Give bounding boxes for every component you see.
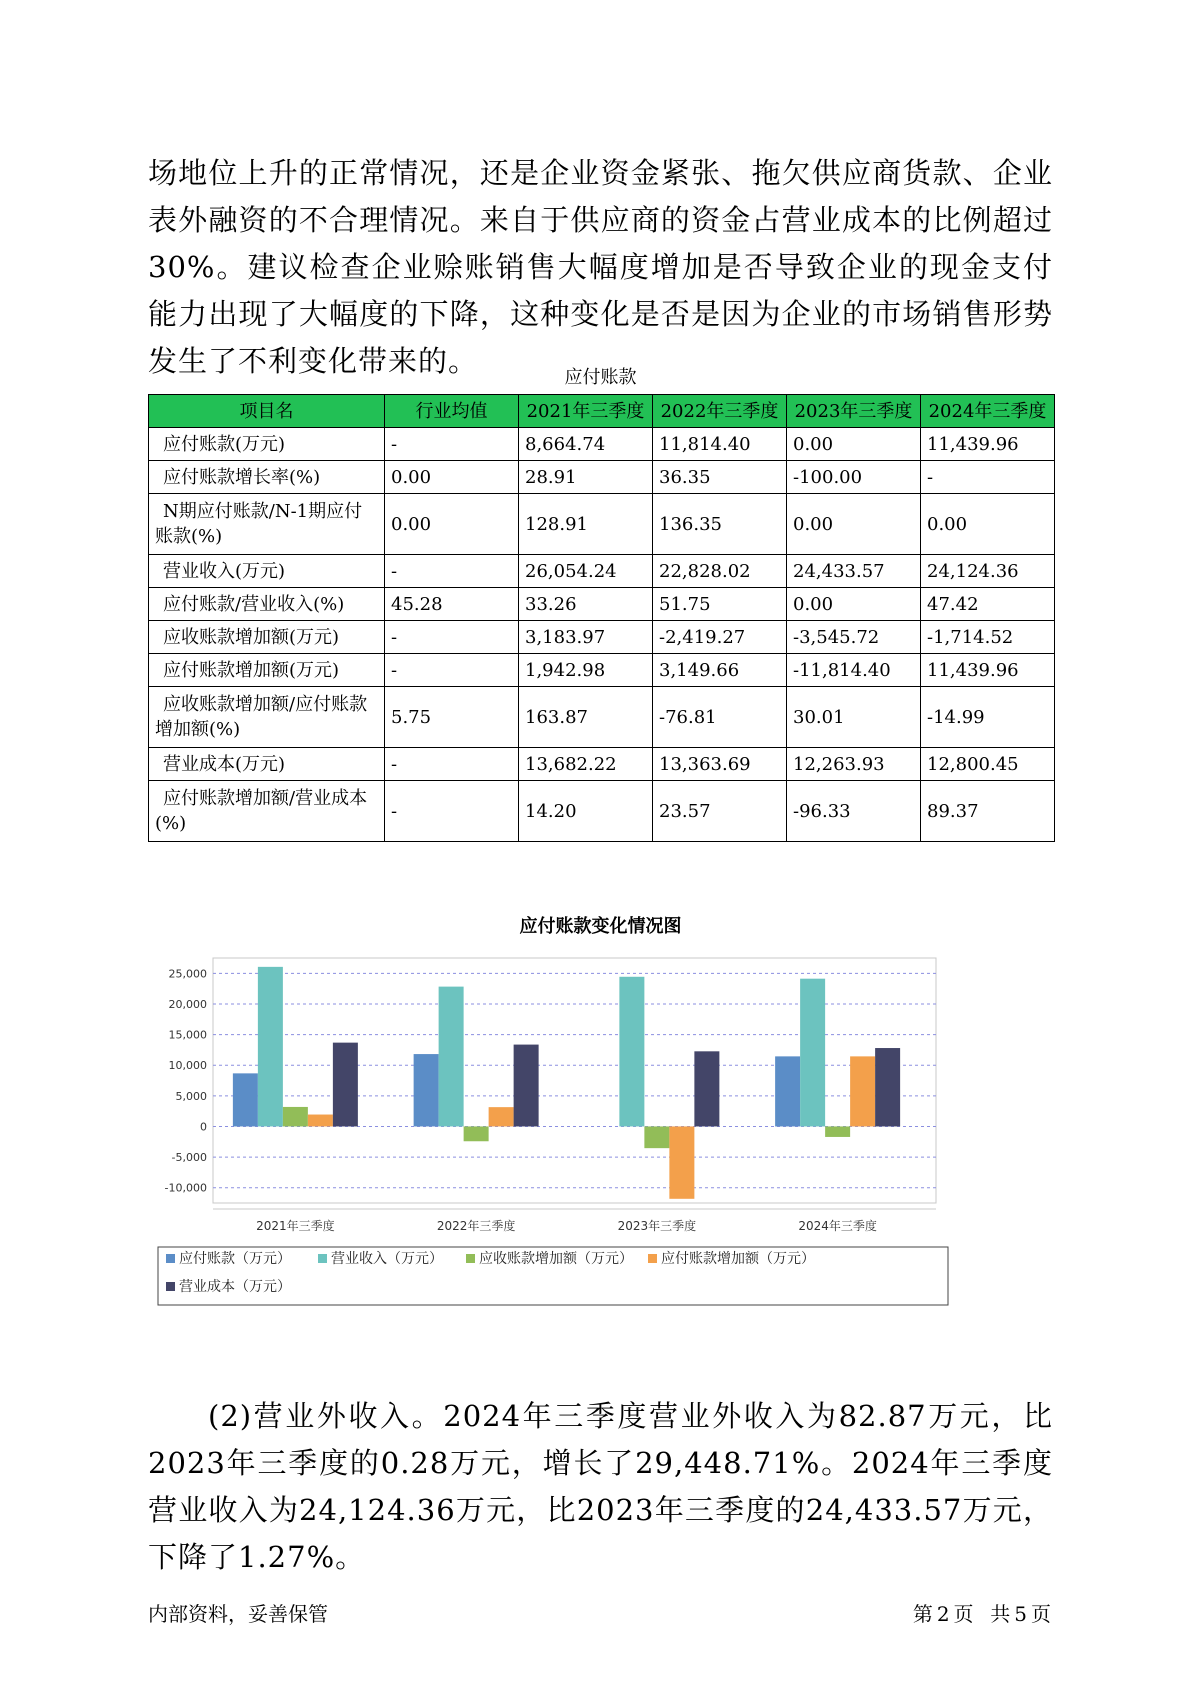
accounts-payable-table bbox=[148, 394, 1055, 842]
bar bbox=[464, 1126, 489, 1141]
table-row bbox=[149, 588, 1055, 621]
header-cell: 2022年三季度 bbox=[653, 395, 787, 428]
row-label: 应付账款/营业收入(%) bbox=[149, 588, 385, 621]
legend-label: 应收账款增加额（万元） bbox=[479, 1251, 633, 1267]
table-cell: - bbox=[385, 621, 519, 654]
table-cell: - bbox=[385, 748, 519, 781]
y-tick-label: 15,000 bbox=[168, 1028, 207, 1042]
bar bbox=[775, 1056, 800, 1126]
table-cell: - bbox=[385, 781, 519, 842]
y-tick-label: -10,000 bbox=[164, 1181, 207, 1195]
legend-label: 营业收入（万元） bbox=[331, 1251, 443, 1267]
bar bbox=[800, 979, 825, 1127]
table-cell: 0.00 bbox=[921, 494, 1055, 555]
table-cell: - bbox=[385, 428, 519, 461]
table-row bbox=[149, 748, 1055, 781]
chart-title: 应付账款变化情况图 bbox=[519, 916, 682, 937]
table-cell: 36.35 bbox=[653, 461, 787, 494]
legend-swatch bbox=[166, 1254, 175, 1263]
footer-confidential-note: 内部资料，妥善保管 bbox=[148, 1602, 328, 1626]
table-cell: 3,183.97 bbox=[519, 621, 653, 654]
row-label: 应收账款增加额(万元) bbox=[149, 621, 385, 654]
y-tick-label: 10,000 bbox=[168, 1059, 207, 1073]
table-cell: 26,054.24 bbox=[519, 555, 653, 588]
bar bbox=[825, 1126, 850, 1137]
table-cell: 0.00 bbox=[787, 588, 921, 621]
total-label: 页 bbox=[1031, 1602, 1051, 1626]
bar bbox=[669, 1126, 694, 1198]
x-tick-label: 2022年三季度 bbox=[436, 1219, 516, 1233]
table-cell: 22,828.02 bbox=[653, 555, 787, 588]
table-cell: 12,800.45 bbox=[921, 748, 1055, 781]
table-row bbox=[149, 494, 1055, 555]
page-label: 页 bbox=[953, 1602, 974, 1626]
table-cell: 33.26 bbox=[519, 588, 653, 621]
table-cell: 28.91 bbox=[519, 461, 653, 494]
legend-label: 应付账款增加额（万元） bbox=[661, 1251, 815, 1267]
table-cell: 51.75 bbox=[653, 588, 787, 621]
body-paragraph-2: (2)营业外收入。2024年三季度营业外收入为82.87万元，比2023年三季度的0.28万元，增长了29,448.71%。2024年三季度营业收入为24,124.36万元，比2023年三季度的24,433.57万元，下降了1.27%。 bbox=[148, 1399, 1053, 1574]
table-row bbox=[149, 621, 1055, 654]
table-cell: 0.00 bbox=[385, 494, 519, 555]
legend-swatch bbox=[648, 1254, 657, 1263]
table-cell: 14.20 bbox=[519, 781, 653, 842]
header-cell: 项目名 bbox=[149, 395, 385, 428]
table-cell: - bbox=[921, 461, 1055, 494]
page-prefix: 第 bbox=[912, 1602, 933, 1626]
x-tick-label: 2023年三季度 bbox=[617, 1219, 697, 1233]
table-cell: - bbox=[385, 654, 519, 687]
table-cell: 13,363.69 bbox=[653, 748, 787, 781]
bar bbox=[514, 1045, 539, 1127]
table-cell: -11,814.40 bbox=[787, 654, 921, 687]
table-cell: -76.81 bbox=[653, 687, 787, 748]
table-cell: -3,545.72 bbox=[787, 621, 921, 654]
table-row bbox=[149, 654, 1055, 687]
row-label: 营业收入(万元) bbox=[149, 555, 385, 588]
table-cell: -100.00 bbox=[787, 461, 921, 494]
header-cell: 2024年三季度 bbox=[921, 395, 1055, 428]
y-tick-label: 25,000 bbox=[168, 967, 207, 981]
bar bbox=[850, 1056, 875, 1126]
total-pages: 5 bbox=[1014, 1602, 1027, 1626]
legend-swatch bbox=[166, 1282, 175, 1291]
row-label: 应付账款增长率(%) bbox=[149, 461, 385, 494]
bar bbox=[283, 1107, 308, 1127]
row-label: 应付账款增加额/营业成本(%) bbox=[149, 781, 385, 842]
table-cell: 0.00 bbox=[385, 461, 519, 494]
table-row bbox=[149, 781, 1055, 842]
table-cell: 13,682.22 bbox=[519, 748, 653, 781]
table-cell: 5.75 bbox=[385, 687, 519, 748]
table-cell: 8,664.74 bbox=[519, 428, 653, 461]
header-cell: 2021年三季度 bbox=[519, 395, 653, 428]
table-cell: -1,714.52 bbox=[921, 621, 1055, 654]
row-label: 应付账款(万元) bbox=[149, 428, 385, 461]
table-cell: 163.87 bbox=[519, 687, 653, 748]
table-cell: 136.35 bbox=[653, 494, 787, 555]
x-tick-label: 2021年三季度 bbox=[256, 1219, 335, 1233]
row-label: N期应付账款/N-1期应付账款(%) bbox=[149, 494, 385, 555]
y-tick-label: 20,000 bbox=[168, 997, 207, 1011]
bar bbox=[694, 1051, 719, 1126]
plot-frame bbox=[213, 958, 936, 1203]
y-tick-label: 5,000 bbox=[175, 1089, 207, 1103]
legend-label: 应付账款（万元） bbox=[179, 1251, 291, 1267]
table-cell: 24,124.36 bbox=[921, 555, 1055, 588]
bar bbox=[619, 977, 644, 1127]
table-row bbox=[149, 555, 1055, 588]
table-cell: 45.28 bbox=[385, 588, 519, 621]
row-label: 应收账款增加额/应付账款增加额(%) bbox=[149, 687, 385, 748]
legend-swatch bbox=[466, 1254, 475, 1263]
header-cell: 行业均值 bbox=[385, 395, 519, 428]
body-paragraph-1: 场地位上升的正常情况，还是企业资金紧张、拖欠供应商货款、企业表外融资的不合理情况。来自于供应商的资金占营业成本的比例超过30%。建议检查企业赊账销售大幅度增加是否导致企业的现金支付能力出现了大幅度的下降，这种变化是否是因为企业的市场销售形势发生了不利变化带来的。 bbox=[148, 156, 1053, 378]
bar bbox=[644, 1126, 669, 1148]
table-cell: 3,149.66 bbox=[653, 654, 787, 687]
bar bbox=[308, 1115, 333, 1127]
legend-swatch bbox=[318, 1254, 327, 1263]
bar bbox=[489, 1107, 514, 1126]
bar bbox=[439, 987, 464, 1127]
table-cell: 23.57 bbox=[653, 781, 787, 842]
total-prefix: 共 bbox=[990, 1602, 1011, 1626]
table-cell: 24,433.57 bbox=[787, 555, 921, 588]
table-cell: -96.33 bbox=[787, 781, 921, 842]
table-header-row bbox=[149, 395, 1055, 428]
bar bbox=[875, 1048, 900, 1126]
bar bbox=[233, 1073, 258, 1126]
table-cell: 128.91 bbox=[519, 494, 653, 555]
table-cell: 1,942.98 bbox=[519, 654, 653, 687]
footer-page-info bbox=[911, 1598, 1053, 1627]
legend-label: 营业成本（万元） bbox=[179, 1279, 291, 1295]
row-label: 应付账款增加额(万元) bbox=[149, 654, 385, 687]
table-cell: 0.00 bbox=[787, 494, 921, 555]
table-cell: - bbox=[385, 555, 519, 588]
table-row bbox=[149, 687, 1055, 748]
header-cell: 2023年三季度 bbox=[787, 395, 921, 428]
table-row bbox=[149, 461, 1055, 494]
row-label: 营业成本(万元) bbox=[149, 748, 385, 781]
table-cell: -2,419.27 bbox=[653, 621, 787, 654]
y-tick-label: -5,000 bbox=[171, 1151, 207, 1165]
table-cell: -14.99 bbox=[921, 687, 1055, 748]
table-cell: 47.42 bbox=[921, 588, 1055, 621]
page-number: 2 bbox=[936, 1602, 950, 1626]
table-cell: 0.00 bbox=[787, 428, 921, 461]
table-cell: 12,263.93 bbox=[787, 748, 921, 781]
table-cell: 89.37 bbox=[921, 781, 1055, 842]
table-cell: 11,814.40 bbox=[653, 428, 787, 461]
table-cell: 11,439.96 bbox=[921, 428, 1055, 461]
table-cell: 11,439.96 bbox=[921, 654, 1055, 687]
y-tick-label: 0 bbox=[200, 1120, 207, 1134]
bar bbox=[414, 1054, 439, 1126]
accounts-payable-chart bbox=[148, 945, 1053, 1355]
x-tick-label: 2024年三季度 bbox=[798, 1219, 877, 1233]
table-cell: 30.01 bbox=[787, 687, 921, 748]
bar bbox=[258, 967, 283, 1127]
bar bbox=[333, 1043, 358, 1127]
table-caption: 应付账款 bbox=[564, 367, 637, 388]
table-row bbox=[149, 428, 1055, 461]
